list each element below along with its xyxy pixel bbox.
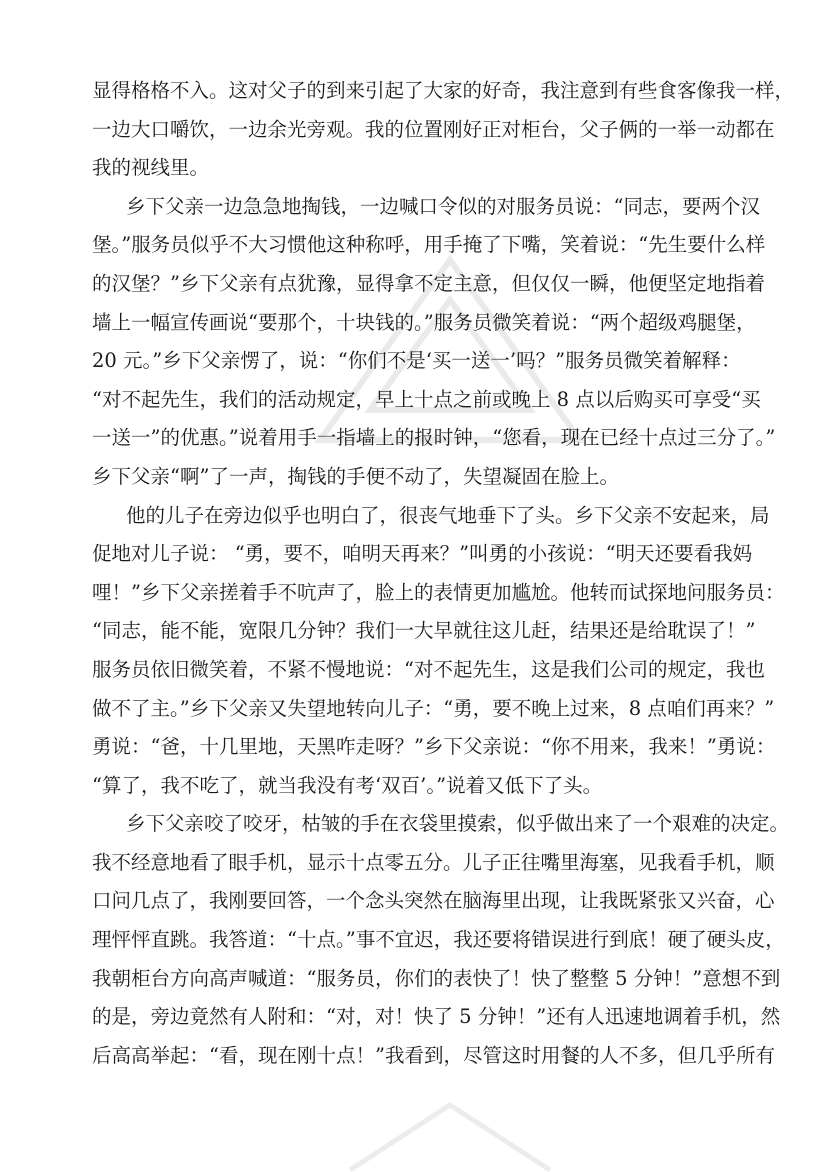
text-line: 我朝柜台方向高声喊道：“服务员，你们的表快了！快了整整 5 分钟！”意想不到: [92, 966, 781, 990]
text-line: 促地对儿子说： “勇，要不，咱明天再来？”叫勇的小孩说：“明天还要看我妈: [92, 542, 753, 566]
article-text: [92, 72, 795, 1075]
text-line: “同志，能不能，宽限几分钟？我们一大早就往这儿赶，结果还是给耽误了！”: [92, 619, 756, 643]
text-line: 理怦怦直跳。我答道：“十点。”事不宜迟，我还要将错误进行到底！硬了硬头皮，: [92, 928, 785, 952]
text-line: 做不了主。”乡下父亲又失望地转向儿子：“勇，要不晚上过来，8 点咱们再来？”: [92, 696, 775, 720]
text-line: 一送一”的优惠。”说着用手一指墙上的报时钟，“您看，现在已经十点过三分了。”: [92, 426, 776, 450]
text-line: 我的视线里。: [92, 156, 210, 180]
text-line: 墙上一幅宣传画说“要那个，十块钱的。”服务员微笑着说：“两个超级鸡腿堡，: [92, 310, 756, 334]
text-line: 后高高举起：“看，现在刚十点！”我看到，尽管这时用餐的人不多，但几乎所有: [92, 1043, 775, 1067]
text-line: 我不经意地看了眼手机，显示十点零五分。儿子正往嘴里海塞，见我看手机，顺: [92, 850, 775, 874]
text-line: 勇说：“爸，十几里地，天黑咋走呀？”乡下父亲说：“你不用来，我来！”勇说：: [92, 735, 776, 759]
paragraph-start-line: 他的儿子在旁边似乎也明白了，很丧气地垂下了头。乡下父亲不安起来，局: [126, 503, 770, 527]
watermark-bottom-icon: [330, 1100, 570, 1172]
paragraph-start-line: 乡下父亲一边急急地掏钱，一边喊口令似的对服务员说：“同志，要两个汉: [126, 194, 760, 218]
text-line: 乡下父亲“啊”了一声，掏钱的手便不动了，失望凝固在脸上。: [92, 464, 619, 488]
text-line: 显得格格不入。这对父子的到来引起了大家的好奇，我注意到有些食客像我一样，: [92, 79, 795, 102]
text-line: 的汉堡？”乡下父亲有点犹豫，显得拿不定主意，但仅仅一瞬，他便坚定地指着: [92, 271, 765, 295]
paragraph-start-line: 乡下父亲咬了咬牙，枯皱的手在衣袋里摸索，似乎做出来了一个艰难的决定。: [126, 812, 790, 836]
text-line: 口问几点了，我刚要回答，一个念头突然在脑海里出现，让我既紧张又兴奋，心: [92, 889, 775, 913]
text-line: 服务员依旧微笑着，不紧不慢地说：“对不起先生，这是我们公司的规定，我也: [92, 657, 765, 681]
text-line: 哩！”乡下父亲搓着手不吭声了，脸上的表情更加尴尬。他转而试探地问服务员：: [92, 580, 785, 604]
text-line: 堡。”服务员似乎不大习惯他这种称呼，用手掩了下嘴，笑着说：“先生要什么样: [92, 233, 766, 257]
text-line: 的是，旁边竟然有人附和：“对，对！快了 5 分钟！”还有人迅速地调着手机，然: [92, 1005, 781, 1029]
text-line: “算了，我不吃了，就当我没有考‘双百’。”说着又低下了头。: [92, 773, 603, 797]
text-line: “对不起先生，我们的活动规定，早上十点之前或晚上 8 点以后购买可享受“买: [92, 387, 761, 411]
text-line: 一边大口嚼饮，一边余光旁观。我的位置刚好正对柜台，父子俩的一举一动都在: [92, 117, 775, 141]
text-line: 20 元。”乡下父亲愣了，说：“你们不是‘买一送一’吗？”服务员微笑着解释：: [92, 349, 741, 373]
